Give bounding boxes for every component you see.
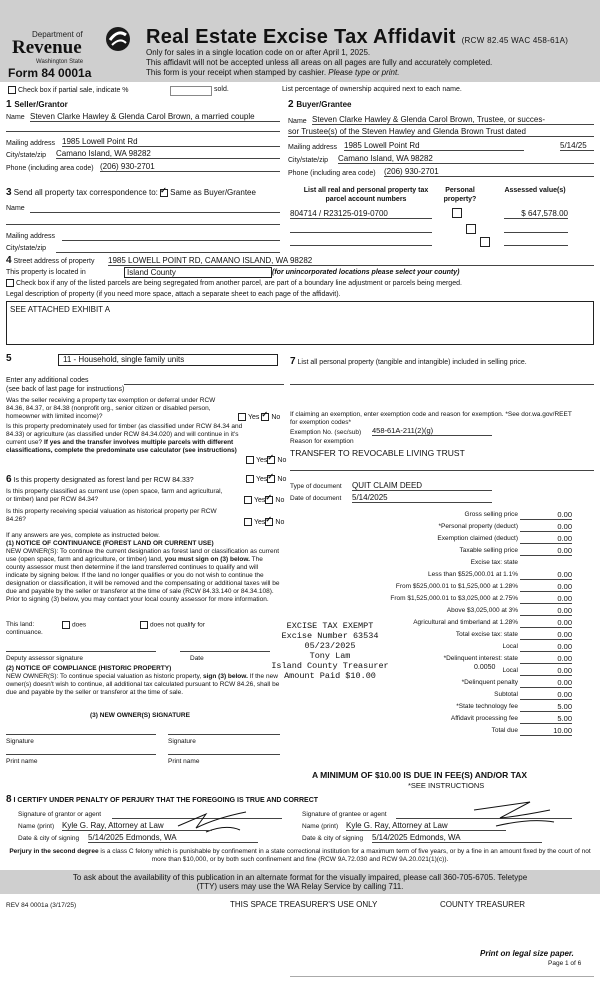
tax-row-label: Gross selling price [464, 511, 518, 518]
corr-mail-label: Mailing address [6, 233, 56, 240]
continuance-word: continuance. [6, 629, 43, 636]
buyer-name-field-2[interactable]: sor Trustee(s) of the Steven Hawley and Glenda Brown Trust dated [288, 127, 594, 137]
buyer-city-label: City/state/zip [288, 157, 329, 164]
additional-codes-label: Enter any additional codes [6, 377, 89, 384]
historic-yes[interactable] [244, 518, 252, 526]
sec6-q3: Is this property receiving special valuation as historical property per RCW 84.26? [6, 508, 217, 523]
same-as-buyer-checkbox[interactable] [160, 189, 168, 197]
tax-row-value[interactable]: 0.00 [520, 642, 572, 652]
legal-desc-label: Legal description of property (if you need more space, attach a separate sheet to each page of the affidavit). [6, 291, 341, 298]
historic-no[interactable] [265, 518, 273, 526]
seller-name-line2 [6, 131, 280, 132]
reason-label: Reason for exemption [290, 438, 354, 445]
stamp-line-2: Excise Number 63534 [281, 631, 379, 641]
doc-type-label: Type of document [290, 483, 342, 490]
tax-row-label: Less than $525,000.01 at 1.1% [428, 571, 518, 578]
additional-codes-field[interactable] [124, 384, 284, 385]
boundary-row: Check box if any of the listed parcels are being segregated from another parcel, are part of a boundary line adjustment or parcels being merged. [6, 279, 462, 288]
sig-label-1: Signature [6, 738, 34, 745]
personal-checkbox-3[interactable] [480, 237, 490, 247]
grantor-date-label: Date & city of signing [18, 835, 80, 842]
reason-line2 [290, 470, 594, 471]
sec6-q3-yesno: Yes✓ No [244, 518, 284, 527]
logo-dept: Department of [32, 30, 83, 39]
buyer-city-field[interactable]: Camano Island, WA 98282 [338, 154, 594, 164]
assessed-value-3[interactable] [504, 245, 568, 246]
grantee-date-field[interactable]: 5/14/2025 Edmonds, WA [372, 833, 542, 843]
doc-type-field[interactable]: QUIT CLAIM DEED [352, 481, 492, 491]
deputy-date-label: Date [190, 655, 204, 662]
sec6-if-yes: If any answers are yes, complete as instructed below. [6, 532, 160, 539]
tax-row-label: Total excise tax: state [455, 631, 518, 638]
notice3-title: (3) NEW OWNER(S) SIGNATURE [90, 712, 190, 719]
tax-row-value[interactable]: 0.00 [520, 582, 572, 592]
corr-city-field[interactable] [56, 252, 280, 253]
logo-revenue: Revenue [12, 37, 82, 58]
new-owner-sig-2[interactable] [168, 734, 280, 735]
tax-row-value[interactable]: 0.00 [520, 618, 572, 628]
tax-row-value[interactable]: 0.00 [520, 510, 572, 520]
alt-format-line-2: (TTY) users may use the WA Relay Service by calling 711. [196, 882, 404, 891]
tax-row-label: Taxable selling price [459, 547, 518, 554]
use-code-select[interactable]: 11 - Household, single family units [58, 354, 278, 366]
tax-row-value[interactable]: 5.00 [520, 702, 572, 712]
current-use-no[interactable] [265, 496, 273, 504]
sold-label: sold. [214, 86, 229, 93]
personal-checkbox-1[interactable] [452, 208, 462, 218]
sec8-heading: 8 I CERTIFY UNDER PENALTY OF PERJURY THAT THE FOREGOING IS TRUE AND CORRECT [6, 794, 319, 805]
parcel-number-3[interactable] [290, 245, 432, 246]
does-not-checkbox[interactable] [140, 621, 148, 629]
sec5-number: 5 [6, 353, 12, 364]
current-use-yes[interactable] [244, 496, 252, 504]
buyer-mail-label: Mailing address [288, 144, 338, 151]
exemption-no-label: Exemption No. (sec/sub) [290, 429, 362, 436]
doc-date-label: Date of document [290, 495, 342, 502]
assessed-value-2[interactable] [504, 232, 568, 233]
tax-row-value[interactable]: 0.00 [520, 546, 572, 556]
list-pct-note: List percentage of ownership acquired next to each name. [282, 86, 462, 93]
notice2-title: (2) NOTICE OF COMPLIANCE (HISTORIC PROPERTY) [6, 665, 172, 672]
q-timber-yes[interactable] [246, 456, 254, 464]
seller-mail-field[interactable]: 1985 Lowell Point Rd [62, 137, 280, 147]
q-timber-no[interactable] [267, 456, 275, 464]
reason-field[interactable]: TRANSFER TO REVOCABLE LIVING TRUST [290, 449, 465, 458]
corr-name-line2 [6, 224, 280, 225]
seller-mail-label: Mailing address [6, 140, 56, 147]
alt-format-line-1: To ask about the availability of this publication in an alternate format for the visually impaired, please call 360-705-6705. Teletype [72, 873, 528, 882]
parcel-col-header: List all real and personal property tax parcel account numbers [303, 187, 429, 203]
new-owner-sig-1[interactable] [6, 734, 156, 735]
tax-row-value[interactable]: 0.00 [520, 570, 572, 580]
grantee-date-label: Date & city of signing [302, 835, 364, 842]
buyer-name-label: Name [288, 118, 307, 125]
local-rate: 0.0050 [474, 664, 496, 671]
q-exemption-yes[interactable] [238, 413, 246, 421]
sec3-heading: 3 Send all property tax correspondence to: ✓ Same as Buyer/Grantee [6, 188, 256, 197]
tax-row-label: Local [502, 667, 518, 674]
grantor-name-field[interactable]: Kyle G. Ray, Attorney at Law [62, 821, 212, 831]
print-label-1: Print name [6, 758, 38, 765]
tax-row-label: Above $3,025,000 at 3% [446, 607, 518, 614]
county-treasurer-label: COUNTY TREASURER [440, 900, 526, 909]
sec6-q2: Is this property classified as current use (open space, farm and agricultural, or timber) land per RCW 84.34? [6, 488, 223, 503]
tax-row-label: Subtotal [494, 691, 518, 698]
form-number: Form 84 0001a [8, 66, 92, 80]
stamp-line-3: 05/23/2025 [304, 641, 356, 651]
partial-sale-checkbox[interactable] [8, 86, 16, 94]
header-line-3: This form is your receipt when stamped by cashier. Please type or print. [146, 68, 400, 77]
see-instructions-note: *SEE INSTRUCTIONS [408, 781, 485, 790]
header-line-1: Only for sales in a single location code on or after April 1, 2025. [146, 48, 371, 57]
buyer-trust-date[interactable]: 5/14/25 [560, 141, 594, 151]
sec1-heading: 1 Seller/Grantor [6, 99, 68, 110]
tax-row-label: *Delinquent penalty [461, 679, 518, 686]
corr-city-label: City/state/zip [6, 245, 47, 252]
q-exemption-no[interactable] [261, 413, 269, 421]
notice2-text: NEW OWNER(S): To continue special valuation as historic property, sign (3) below. If the new owner(s) doesn't wish to continue, all additional tax calculated pursuant to RCW 84.26, shall be due and payable by the seller or transferor at the time of sale. [6, 673, 280, 696]
legal-size-note: Print on legal size paper. [480, 949, 574, 958]
sec7-heading: 7 List all personal property (tangible and intangible) included in selling price. [290, 356, 527, 367]
seller-phone-field[interactable]: (206) 930-2701 [100, 162, 280, 172]
logo-state: Washington State [36, 59, 84, 65]
see-back-note: (see back of last page for instructions) [6, 386, 125, 393]
deputy-sig-line[interactable] [6, 651, 156, 652]
tax-row-label: From $1,525,000.01 to $3,025,000 at 2.75% [390, 595, 518, 602]
tax-row-value[interactable]: 0.00 [520, 534, 572, 544]
tax-row-label: *State technology fee [456, 703, 518, 710]
notice1-text: NEW OWNER(S): To continue the current designation as forest land or classification as current use (open space, farm and agriculture, or timber) land, you must sign on (3) below. The county assessor must then determine if the land transferred continues to qualify and will indicate by signing below. If the land no longer qualifies or you do not wish to continue the designation or classification, it will be removed and the compensating or additional taxes will be due and payable by the seller or transferor at the time of sale (RCW 84.33.140 or 84.34.108). Prior to signing (3) below, you may contact your local county assessor for more information. [6, 548, 280, 603]
sec2-heading: 2 Buyer/Grantee [288, 99, 352, 110]
dor-logo [4, 3, 130, 63]
grantee-name-field[interactable]: Kyle G. Ray, Attorney at Law [346, 821, 506, 831]
q-exemption-text: Was the seller receiving a property tax exemption or deferral under RCW 84.36, 84.37, or 84.38 (nonprofit org., senior citizen or disabled person, homeowner with limited income)? [6, 397, 216, 420]
tax-row-value[interactable]: 0.00 [520, 666, 572, 676]
does-option: does [62, 621, 86, 630]
forest-no[interactable] [267, 475, 275, 483]
corr-name-field[interactable] [30, 212, 280, 213]
tax-row-label: Agricultural and timberland at 1.28% [413, 619, 518, 626]
sig-label-2: Signature [168, 738, 196, 745]
located-in-label: This property is located in [6, 269, 86, 276]
county-select[interactable]: Island County [124, 267, 272, 278]
sec6-q1: 6 Is this property designated as forest land per RCW 84.33? [6, 474, 194, 485]
property-address-field[interactable]: 1985 LOWELL POINT RD, CAMANO ISLAND, WA 98282 [108, 256, 594, 266]
tax-row-label: From $525,000.01 to $1,525,000 at 1.28% [395, 583, 518, 590]
tax-row-label: *Personal property (deduct) [438, 523, 518, 530]
page-number: Page 1 of 6 [548, 960, 582, 967]
q-exemption-yesno: Yes ✓ No [238, 413, 280, 422]
seller-phone-label: Phone (including area code) [6, 165, 94, 172]
buyer-mail-field[interactable]: 1985 Lowell Point Rd [344, 141, 524, 151]
tax-row-value[interactable]: 0.00 [520, 630, 572, 640]
tax-row-value[interactable]: 0.00 [520, 594, 572, 604]
forest-yes[interactable] [246, 475, 254, 483]
unincorp-note: (for unincorporated locations please select your county) [272, 269, 460, 276]
parcel-number-2[interactable] [290, 232, 432, 233]
form-header [0, 0, 600, 82]
tax-row-value[interactable]: 10.00 [520, 726, 572, 736]
grantor-date-field[interactable]: 5/14/2025 Edmonds, WA [88, 833, 258, 843]
page-bottom-rule [290, 976, 594, 977]
tax-row-label: Exemption claimed (deduct) [437, 535, 518, 542]
rev-number: REV 84 0001a (3/17/25) [6, 902, 77, 909]
form-title: Real Estate Excise Tax Affidavit (RCW 82.45 WAC 458-61A) [146, 26, 569, 48]
perjury-notice: Perjury in the second degree is a class C felony which is punishable by confinement in a state correctional institution for a maximum term of five years, or by a fine in an amount fixed by the court of not more than $10,000, or by both such confinement and fine (RCW 9A.72.030 and RCW 9A.20.021(1)(c)). [9, 848, 591, 863]
personal-col-header: Personal property? [443, 187, 477, 203]
corr-mail-field[interactable] [62, 240, 280, 241]
corr-name-label: Name [6, 205, 25, 212]
personal-checkbox-2[interactable] [466, 224, 476, 234]
seller-city-label: City/state/zip [6, 152, 47, 159]
grantor-sig-label: Signature of grantor or agent [18, 811, 102, 818]
stamp-line-1: EXCISE TAX EXEMPT [286, 621, 374, 631]
partial-pct-input[interactable] [170, 86, 212, 96]
header-line-2: This affidavit will not be accepted unless all areas on all pages are fully and accurately completed. [146, 58, 493, 67]
assessed-col-header: Assessed value(s) [504, 187, 566, 194]
tax-row-label: Total due [491, 727, 518, 734]
personal-property-line1[interactable] [290, 384, 594, 385]
buyer-name-field-1[interactable]: Steven Clarke Hawley & Glenda Carol Brown, Trustee, or succes- [312, 115, 594, 125]
stamp-line-6: Amount Paid $10.00 [284, 671, 376, 681]
tax-row-value[interactable]: 5.00 [520, 714, 572, 724]
grantor-name-label: Name (print) [18, 823, 55, 830]
notice1-title: (1) NOTICE OF CONTINUANCE (FOREST LAND OR CURRENT USE) [6, 540, 214, 547]
seller-city-field[interactable]: Camano Island, WA 98282 [56, 149, 280, 159]
exemption-instructions: If claiming an exemption, enter exemption code and reason for exemption. *See dor.wa.gov/REET for exemption codes* [290, 411, 572, 426]
sec6-q1-yesno: Yes✓ No [246, 475, 286, 484]
treasurer-stamp [250, 621, 410, 681]
sec4-heading: 4 Street address of property [6, 255, 95, 266]
this-land-label: This land: [6, 621, 35, 628]
minimum-due-note: A MINIMUM OF $10.00 IS DUE IN FEE(S) AND/OR TAX [312, 770, 528, 780]
tax-row-value[interactable]: 0.00 [520, 522, 572, 532]
alt-format-bar [0, 870, 600, 894]
buyer-phone-label: Phone (including area code) [288, 170, 376, 177]
q-timber-yesno: Yes✓ No [246, 456, 286, 465]
tax-row-value[interactable]: 0.00 [520, 678, 572, 688]
q-timber-text: Is this property predominately used for timber (as classified under RCW 84.34 and 84.33) or agriculture (as classified under RCW 84.34.020) and will continue in it's current use? If yes and the transfer involves multiple parcels with different classifications, complete the predominate use calculator (see instructions) [6, 423, 243, 454]
buyer-phone-field[interactable]: (206) 930-2701 [384, 167, 594, 177]
tax-row-label: *Delinquent interest: state [443, 655, 518, 662]
seller-name-label: Name [6, 114, 25, 121]
revenue-logo-icon [104, 25, 132, 53]
grantee-name-label: Name (print) [302, 823, 339, 830]
stamp-line-5: Island County Treasurer [271, 661, 389, 671]
boundary-checkbox[interactable] [6, 279, 14, 287]
doc-date-field[interactable]: 5/14/2025 [352, 493, 492, 503]
tax-row-value[interactable]: 0.00 [520, 606, 572, 616]
treasurer-use-label: THIS SPACE TREASURER'S USE ONLY [230, 900, 378, 909]
tax-row-label: Affidavit processing fee [450, 715, 518, 722]
new-owner-print-2[interactable] [168, 754, 280, 755]
legal-desc-field[interactable]: SEE ATTACHED EXHIBIT A [6, 301, 594, 345]
tax-row-value[interactable]: 0.00 [520, 690, 572, 700]
assessed-value-1[interactable]: $ 647,578.00 [504, 209, 568, 219]
exemption-no-field[interactable]: 458-61A-211(2)(g) [372, 426, 492, 436]
deputy-label: Deputy assessor signature [6, 655, 83, 662]
new-owner-print-1[interactable] [6, 754, 156, 755]
seller-name-field[interactable]: Steven Clarke Hawley & Glenda Carol Brown, a married couple [30, 112, 280, 122]
stamp-line-4: Tony Lam [309, 651, 351, 661]
tax-row-label: Excise tax: state [470, 559, 518, 566]
does-not-option: does not qualify for [140, 621, 205, 630]
tax-row-label: Local [502, 643, 518, 650]
print-label-2: Print name [168, 758, 200, 765]
partial-sale-row: Check box if partial sale, indicate % sold. List percentage of ownership acquired next to each name. [0, 86, 600, 96]
sec6-q2-yesno: Yes✓ No [244, 496, 284, 505]
does-checkbox[interactable] [62, 621, 70, 629]
grantee-sig-label: Signature of grantee or agent [302, 811, 387, 818]
parcel-number-1[interactable]: 804714 / R23125-019-0700 [290, 209, 432, 219]
tax-row-value[interactable]: 0.00 [520, 654, 572, 664]
